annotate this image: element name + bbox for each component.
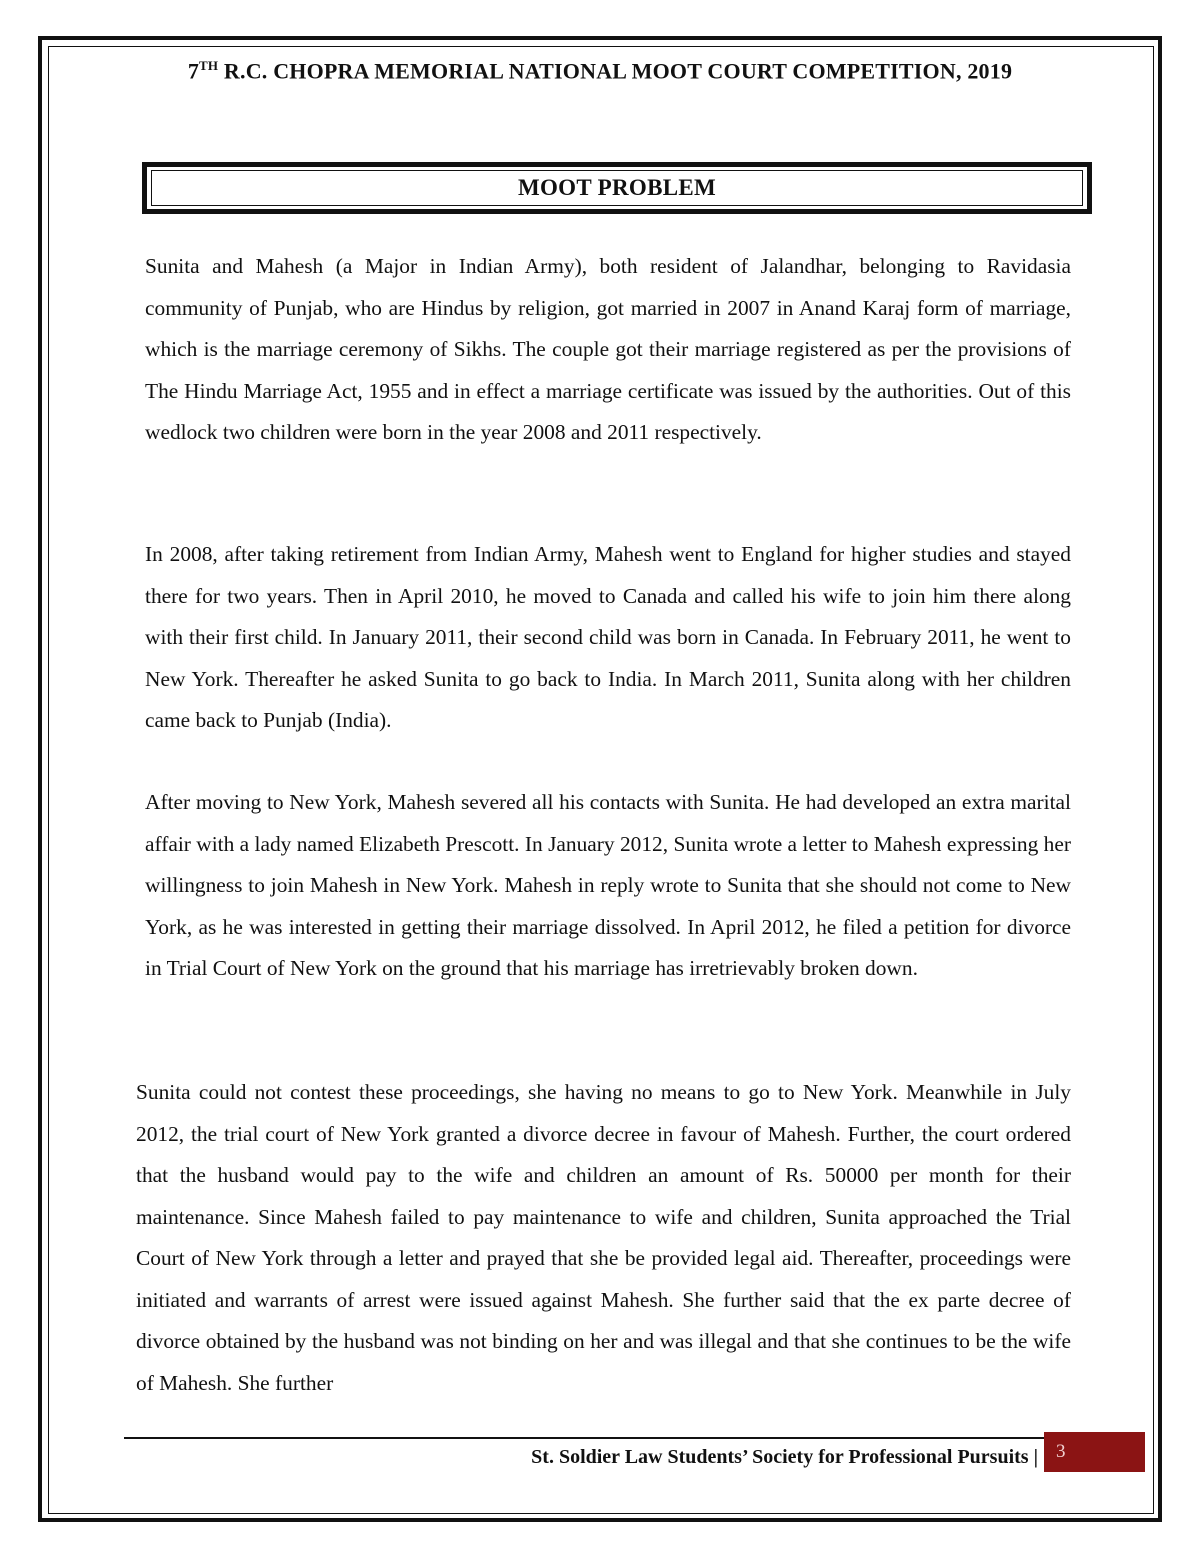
header-ordinal-suffix: TH [199,58,219,73]
paragraph-4: Sunita could not contest these proceedings, she having no means to go to New York. Meanwhile in July 2012, the trial court of New York granted a divorce decree in favour of Mahesh. Further, the court ordered that the husband would pay to the wife and children an amount of Rs. 50000 per month for their maintenance. Since Mahesh failed to pay maintenance to wife and children, Sunita approached the Trial Court of New York through a letter and prayed that she be provided legal aid. Thereafter, proceedings were initiated and warrants of arrest were issued against Mahesh. She further said that the ex parte decree of divorce obtained by the husband was not binding on her and was illegal and that she continues to be the wife of Mahesh. She further [136,1080,1071,1395]
paragraph-2: In 2008, after taking retirement from Indian Army, Mahesh went to England for higher studies and stayed there for two years. Then in April 2010, he moved to Canada and called his wife to join him there along with their first child. In January 2011, their second child was born in Canada. In February 2011, he went to New York. Thereafter he asked Sunita to go back to India. In March 2011, Sunita along with her children came back to Punjab (India). [145,542,1071,732]
paragraph-3: After moving to New York, Mahesh severed all his contacts with Sunita. He had developed an extra marital affair with a lady named Elizabeth Prescott. In January 2012, Sunita wrote a letter to Mahesh expressing her willingness to join Mahesh in New York. Mahesh in reply wrote to Sunita that she should not come to New York, as he was interested in getting their marriage dissolved. In April 2012, he filed a petition for divorce in Trial Court of New York on the ground that his marriage has irretrievably broken down. [145,790,1071,980]
section-heading-box [142,162,1092,214]
footer-divider [124,1437,1144,1439]
document-header [60,58,1140,84]
header-title-text: R.C. CHOPRA MEMORIAL NATIONAL MOOT COURT COMPETITION, 2019 [218,58,1013,84]
footer-society-name: St. Soldier Law Students’ Society for Professional Pursuits | [531,1446,1038,1468]
page-number: 3 [1056,1441,1066,1462]
page-number-badge [1044,1432,1145,1472]
paragraph-1: Sunita and Mahesh (a Major in Indian Army), both resident of Jalandhar, belonging to Ravidasia community of Punjab, who are Hindus by religion, got married in 2007 in Anand Karaj form of marriage, which is the marriage ceremony of Sikhs. The couple got their marriage registered as per the provisions of The Hindu Marriage Act, 1955 and in effect a marriage certificate was issued by the authorities. Out of this wedlock two children were born in the year 2008 and 2011 respectively. [145,254,1071,444]
header-ordinal: 7 [187,58,200,84]
section-heading: MOOT PROBLEM [151,170,1083,206]
